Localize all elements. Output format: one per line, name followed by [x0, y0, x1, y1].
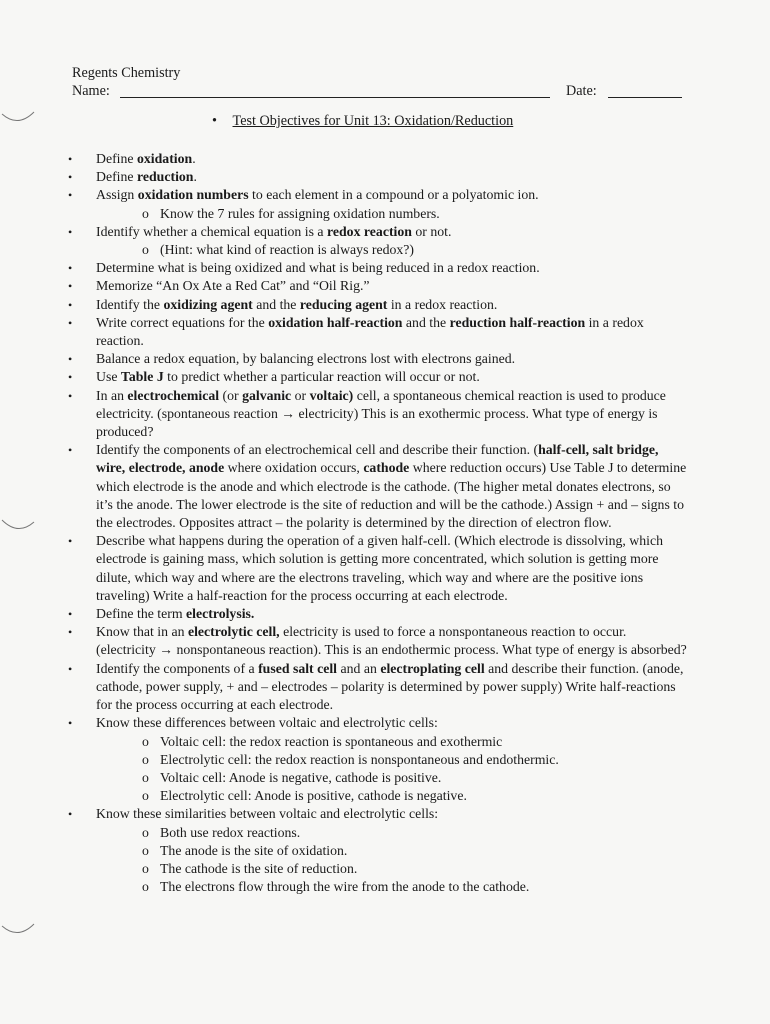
bullet: •	[68, 443, 73, 458]
bullet: •	[68, 370, 73, 385]
bullet: •	[68, 315, 73, 330]
bold-term: reduction	[137, 169, 194, 185]
objective-item	[62, 350, 688, 368]
sub-objective	[62, 769, 688, 787]
objective-item	[62, 223, 688, 241]
bullet: •	[68, 716, 73, 731]
hole-punch-mark	[0, 100, 40, 130]
objective-item	[62, 660, 688, 715]
objective-text: and the	[252, 296, 300, 312]
objective-text: cell, a spontaneous chemical reaction is used to produce electricity. (spontaneous reaction → electricity) This is an exothermic process. What type of energy is produced?	[96, 387, 666, 440]
bold-term: redox reaction	[327, 223, 412, 239]
objective-text: Know these similarities between voltaic and electrolytic cells:	[96, 806, 439, 822]
bullet: •	[68, 625, 73, 640]
objective-item	[62, 387, 688, 442]
bold-term: oxidation half-reaction	[268, 314, 403, 330]
objective-text: to predict whether a particular reaction will occur or not.	[163, 369, 480, 385]
bullet: •	[68, 188, 73, 203]
objective-text: .	[193, 169, 197, 185]
bullet: •	[68, 279, 73, 294]
title-text: Test Objectives for Unit 13: Oxidation/Reduction	[232, 113, 514, 129]
objective-text: Define	[96, 169, 137, 185]
sub-marker: o	[142, 842, 149, 858]
bullet: •	[68, 661, 73, 676]
objective-text: Both use redox reactions.	[160, 824, 301, 840]
document-header	[72, 64, 684, 100]
objective-text: Determine what is being oxidized and what is being reduced in a redox reaction.	[96, 260, 540, 276]
bullet: •	[68, 352, 73, 367]
objective-text: Write correct equations for the	[96, 314, 269, 330]
objective-text: Define	[96, 151, 137, 166]
objective-text: and the	[402, 314, 450, 330]
objective-item	[62, 259, 688, 277]
objectives-title	[212, 113, 513, 130]
bold-term: Table J	[120, 369, 164, 385]
objective-text: where reduction occurs) Use Table J to determine which electrode is the anode and which electrode is the cathode. (The higher metal donates electrons, so it’s the anode. The lower electrode is the site of reduction and will be the cathode.) Assign + and – signs to the electrodes. Opposites attract – the polarity is determined by the direction of electron flow.	[96, 460, 687, 531]
bullet: •	[68, 224, 73, 239]
bold-term: fused salt cell	[258, 660, 338, 676]
sub-marker: o	[142, 751, 149, 767]
objective-item	[62, 296, 688, 314]
sub-marker: o	[142, 733, 149, 749]
objective-text: Identify whether a chemical equation is a	[96, 223, 328, 239]
bullet: •	[68, 297, 73, 312]
objective-text: Electrolytic cell: the redox reaction is nonspontaneous and endothermic.	[160, 751, 559, 767]
objective-text: Know these differences between voltaic and electrolytic cells:	[96, 715, 438, 731]
objective-text: in a redox reaction.	[96, 314, 644, 349]
objective-text: Electrolytic cell: Anode is positive, cathode is negative.	[160, 788, 467, 804]
objective-text: and describe their function. (anode, cathode, power supply, + and – electrodes – polarity is determined by power supply) Write half-reactions for the process occurring at each electrode.	[96, 660, 684, 713]
objective-text: to each element in a compound or a polyatomic ion.	[248, 187, 539, 203]
bold-term: oxidizing agent	[163, 296, 253, 312]
bullet: •	[68, 607, 73, 622]
objective-text: and an	[337, 660, 381, 676]
sub-marker: o	[142, 860, 149, 876]
objective-text: Voltaic cell: Anode is negative, cathode is positive.	[160, 769, 442, 785]
name-label: Name:	[72, 83, 110, 99]
name-blank	[120, 97, 550, 98]
sub-objective	[62, 733, 688, 751]
sub-objective	[62, 824, 688, 842]
objective-item	[62, 441, 688, 532]
objective-item	[62, 532, 688, 605]
sub-marker: o	[142, 205, 149, 221]
bold-term: electrolytic cell,	[187, 624, 280, 640]
sub-marker: o	[142, 242, 149, 258]
sub-objective	[62, 787, 688, 805]
objective-text: electricity is used to force a nonspontaneous reaction to occur. (electricity → nonspontaneous reaction). This is an endothermic process. What type of energy is absorbed?	[96, 624, 687, 658]
sub-objective	[62, 842, 688, 860]
bold-term: reducing agent	[299, 296, 388, 312]
objective-text: Balance a redox equation, by balancing electrons lost with electrons gained.	[96, 351, 516, 367]
objective-text: Describe what happens during the operation of a given half-cell. (Which electrode is dissolving, which electrode is gaining mass, which solution is getting more concentrated, which solution is getting more dilute, which way and where are the electrons traveling, which way and where are the positive ions traveling) Write a half-reaction for the process occurring at each electrode.	[96, 533, 664, 603]
sub-marker: o	[142, 769, 149, 785]
objective-item	[62, 168, 688, 186]
objective-item	[62, 277, 688, 295]
bullet: •	[68, 261, 73, 276]
objective-text: where oxidation occurs,	[224, 460, 364, 476]
sub-marker: o	[142, 788, 149, 804]
sub-marker: o	[142, 879, 149, 895]
objective-item	[62, 714, 688, 732]
title-bullet: •	[212, 113, 217, 129]
objective-item	[62, 623, 688, 659]
date-blank	[608, 97, 682, 98]
objective-item	[62, 605, 688, 623]
objective-text: Voltaic cell: the redox reaction is spontaneous and exothermic	[160, 733, 503, 749]
bold-term: oxidation numbers	[137, 187, 249, 203]
objective-item	[62, 368, 688, 386]
objective-text: The electrons flow through the wire from the anode to the cathode.	[160, 879, 530, 895]
bold-term: electrolysis.	[186, 606, 255, 622]
date-label: Date:	[566, 83, 597, 99]
sub-objective	[62, 878, 688, 896]
objective-item	[62, 805, 688, 823]
objective-text: Use	[96, 369, 121, 385]
bold-term: reduction half-reaction	[449, 314, 586, 330]
objective-text: Identify the components of a	[96, 660, 259, 676]
sub-objective	[62, 751, 688, 769]
bold-term: electroplating cell	[380, 660, 485, 676]
bold-term: galvanic	[242, 387, 292, 403]
sub-objective	[62, 205, 688, 223]
objective-text: Know the 7 rules for assigning oxidation numbers.	[160, 205, 440, 221]
objective-text: The cathode is the site of reduction.	[160, 860, 358, 876]
objective-text: Define the term	[96, 606, 187, 622]
bullet: •	[68, 534, 73, 549]
course-title: Regents Chemistry	[72, 65, 181, 81]
objective-text: Identify the	[96, 296, 164, 312]
objective-text: Assign	[96, 187, 138, 203]
hole-punch-mark	[0, 508, 40, 538]
sub-objective	[62, 860, 688, 878]
bullet: •	[68, 170, 73, 185]
objective-text: In an	[96, 387, 128, 403]
sub-objective	[62, 241, 688, 259]
objective-text: Know that in an	[96, 624, 188, 640]
objectives-list	[62, 150, 688, 896]
bullet: •	[68, 807, 73, 822]
objective-text: or	[291, 387, 310, 403]
objective-text: or not.	[411, 223, 452, 239]
bullet: •	[68, 388, 73, 403]
objective-text: Identify the components of an electrochemical cell and describe their function. (	[96, 442, 539, 458]
bullet: •	[68, 152, 73, 166]
objective-text: .	[192, 151, 196, 166]
bold-term: voltaic)	[309, 387, 354, 403]
objective-text: (Hint: what kind of reaction is always redox?)	[160, 242, 415, 258]
hole-punch-mark	[0, 914, 40, 944]
bold-term: electrochemical	[127, 387, 220, 403]
objective-text: Memorize “An Ox Ate a Red Cat” and “Oil Rig.”	[96, 278, 370, 294]
sub-marker: o	[142, 824, 149, 840]
objective-item	[62, 186, 688, 204]
objective-text: The anode is the site of oxidation.	[160, 842, 348, 858]
objective-text: (or	[219, 387, 243, 403]
objective-item	[62, 150, 688, 168]
bold-term: oxidation	[137, 151, 193, 166]
objective-text: in a redox reaction.	[387, 296, 498, 312]
objective-item	[62, 314, 688, 350]
bold-term: half-cell, salt bridge, wire, electrode, anode	[96, 442, 659, 476]
bold-term: cathode	[363, 460, 410, 476]
